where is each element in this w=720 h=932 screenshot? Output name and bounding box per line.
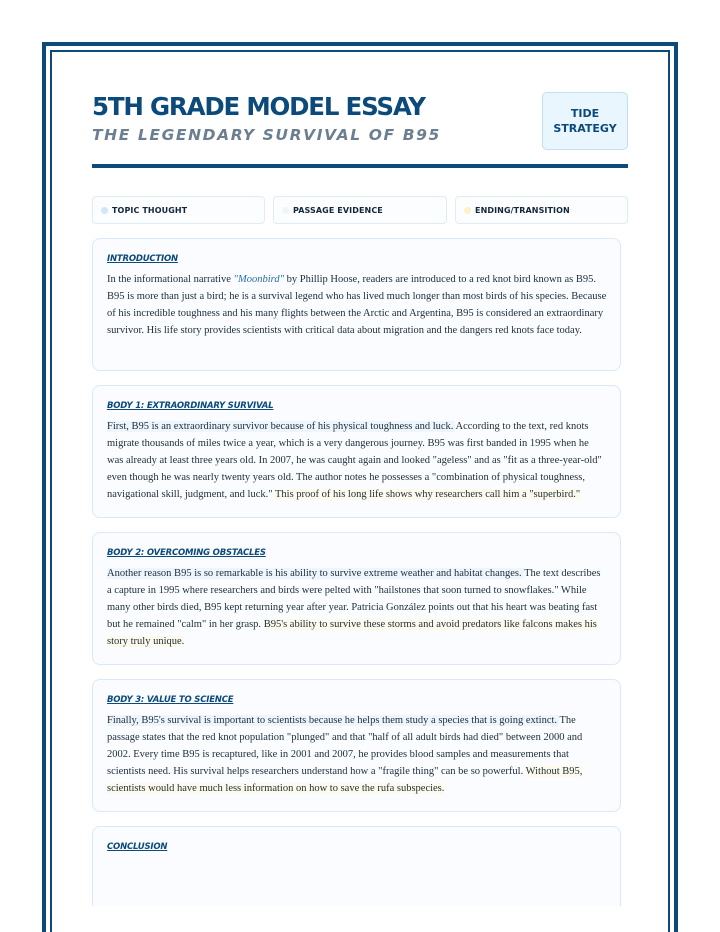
topic-dot-icon — [101, 207, 108, 214]
legend-evidence — [273, 196, 447, 224]
ending-sentence: B95's ability to survive these storms and avoid predators like falcons makes his story truly unique. — [107, 619, 597, 647]
strategy-badge: TIDE STRATEGY — [542, 92, 628, 150]
topic-sentence: Finally, B95's survival is important to scientists because he helps them study a species that is going extinct. — [107, 715, 560, 726]
topic-sentence: First, B95 is an extraordinary survivor because of his physical toughness and luck. — [107, 421, 456, 432]
legend-ending — [455, 196, 628, 224]
body1-section — [92, 385, 621, 518]
legend-topic — [92, 196, 265, 224]
section-text — [107, 565, 607, 650]
section-text — [107, 418, 607, 503]
essay-page — [92, 92, 628, 852]
section-text: In the informational narrative "Moonbird" by Phillip Hoose, readers are introduced to a red knot bird known as B95. B95 is more than just a bird; he is a survival legend who has lived much longer than most birds of his species. Because of his incredible toughness and his many flights between the Arctic and Argentina, B95 is considered an extraordinary survivor. His life story provides scientists with critical data about migration and the dangers red knots face today. — [107, 274, 607, 336]
section-text — [107, 712, 607, 797]
evidence-sentences: The text describes a capture in 1995 where researchers and birds were pelted with "hailstones that soon turned to snowflakes." While many other birds died, B95 kept returning year after year. Patricia González points out that his heart was beating fast but he remained "calm" in her grasp. — [107, 568, 601, 630]
title-rule — [92, 164, 628, 168]
introduction-section — [92, 238, 621, 371]
ending-dot-icon — [464, 207, 471, 214]
page-subtitle: THE LEGENDARY SURVIVAL OF B95 — [92, 126, 441, 144]
evidence-sentences: According to the text, red knots migrate thousands of miles twice a year, which is a very dangerous journey. B95 was first banded in 1995 when he was already at least three years old. In 2007, he was caught again and looked "ageless" and as "fit as a three-year-old" even though he was nearly twenty years old. The author notes he possesses a "combination of physical toughness, navigational skill, judgment, and luck." — [107, 421, 602, 500]
section-heading: CONCLUSION — [107, 842, 168, 852]
section-heading: BODY 3: VALUE TO SCIENCE — [107, 695, 234, 705]
topic-sentence: Another reason B95 is so remarkable is his ability to survive extreme weather and habitat changes. — [107, 568, 525, 579]
legend-label: PASSAGE EVIDENCE — [293, 205, 383, 215]
page-title: 5TH GRADE MODEL ESSAY — [92, 92, 425, 121]
conclusion-section — [92, 826, 621, 906]
evidence-dot-icon — [282, 207, 289, 214]
section-heading: INTRODUCTION — [107, 254, 178, 264]
color-legend — [92, 196, 628, 224]
legend-label: ENDING/TRANSITION — [475, 205, 570, 215]
evidence-sentences: The passage states that the red knot population "plunged" and that "half of all adult birds had died" between 2000 and 2002. Every time B95 is recaptured, like in 2001 and 2007, he provides blood samples and measurements that scientists need. His survival helps researchers understand how a "fragile thing" can be so powerful. — [107, 715, 583, 777]
legend-label: TOPIC THOUGHT — [112, 205, 188, 215]
section-heading: BODY 2: OVERCOMING OBSTACLES — [107, 548, 266, 558]
section-heading: BODY 1: EXTRAORDINARY SURVIVAL — [107, 401, 274, 411]
book-title: "Moonbird" — [233, 274, 284, 285]
ending-sentence: Without B95, scientists would have much less information on how to save the rufa subspecies. — [107, 766, 583, 794]
ending-sentence: This proof of his long life shows why researchers call him a "superbird." — [275, 489, 581, 500]
body3-section — [92, 679, 621, 812]
body2-section — [92, 532, 621, 665]
